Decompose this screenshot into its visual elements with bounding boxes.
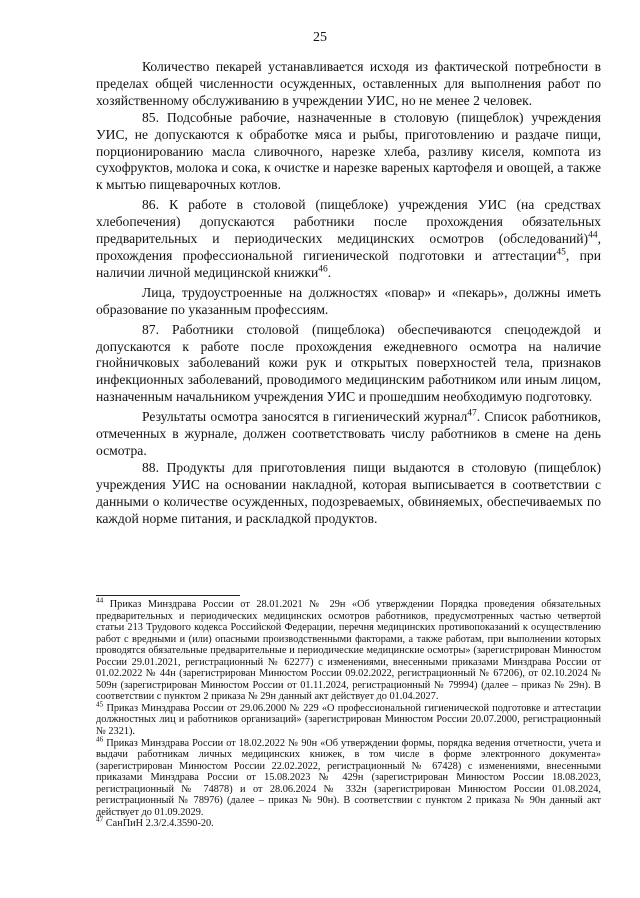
footnote-text: Приказ Минздрава России от 18.02.2022 № 90н «Об утверждении формы, порядка ведения отчетности, учета и выдачи работникам личных медицинских книжек, в том числе в форме электронного документа» (зарегистрирован Минюстом России 22.02.2022, регистрационный № 67428) с изменениями, внесенными приказами Минздрава России от 15.08.2023 № 429н (зарегистрирован Минюстом России 18.08.2023, регистрационный № 74878) и от 28.06.2024 № 332н (зарегистрирован Минюстом России 01.08.2024, регистрационный № 78976) (далее – приказ № 90н). В соответствии с пунктом 2 приказа № 90н данный акт действует до 01.09.2029. [96, 737, 601, 818]
footnote-text: Приказ Минздрава России от 28.01.2021 № 29н «Об утверждении Порядка проведения обязательных предварительных и периодических медицинских осмотров работников, предусмотренных частью четвертой статьи 213 Трудового кодекса Российской Федерации, перечня медицинских противопоказаний к осуществлению работ с вредными и (или) опасными производственными факторами, а также работам, при выполнении которых проводятся обязательные предварительные и периодические медицинские осмотры» (зарегистрирован Минюстом России 29.01.2021, регистрационный № 62277) с изменениями, внесенными приказами Минздрава России от 01.02.2022 № 44н (зарегистрирован Минюстом России 09.02.2022, регистрационный № 67206), от 02.10.2024 № 509н (зарегистрирован Минюстом России от 01.11.2024, регистрационный № 79994) (далее – приказ № 29н). В соответствии с пунктом 2 приказа № 29н данный акт действует до 01.04.2027. [96, 599, 601, 703]
footnote-mark: 47 [96, 815, 104, 824]
footnote-text: Приказ Минздрава России от 29.06.2000 № 229 «О профессиональной гигиенической подготовке и аттестации должностных лиц и работников организаций» (зарегистрирован Минюстом России 20.07.2000, регистрационный № 2321). [96, 702, 601, 738]
main-text [96, 59, 601, 527]
footnote-45 [96, 700, 601, 738]
paragraph-86 [96, 197, 601, 282]
paragraph-87: 87. Работники столовой (пищеблока) обеспечиваются спецодеждой и допускаются к работе после прохождения ежедневного осмотра на наличие гнойничковых заболеваний кожи рук и открытых поверхностей тела, признаков инфекционных заболеваний, проводимого медицинским работником или иным лицом, назначенным начальником учреждения УИС и прошедшим необходимую подготовку. [96, 321, 601, 405]
footnote-ref-47[interactable]: 47 [467, 408, 477, 419]
paragraph-results-text-a: Результаты осмотра заносятся в гигиенический журнал [142, 409, 468, 425]
paragraph-86-text-c: , при наличии личной медицинской книжки [96, 247, 601, 280]
footnote-ref-46[interactable]: 46 [318, 264, 328, 275]
page-number: 25 [313, 30, 327, 45]
footnote-47 [96, 815, 601, 830]
footnote-text: СанПиН 2.3/2.4.3590-20. [103, 818, 214, 830]
paragraph-86-text-a: 86. К работе в столовой (пищеблоке) учреждения УИС (на средствах хлебопечения) допускаются работники после прохождения обязательных предварительных и периодических медицинских осмотров (обследований) [96, 197, 601, 247]
paragraph-results [96, 409, 601, 460]
footnote-ref-44[interactable]: 44 [588, 230, 598, 241]
paragraph-85: 85. Подсобные рабочие, назначенные в столовую (пищеблок) учреждения УИС, не допускаются к обработке мяса и рыбы, приготовлению и раздаче пищи, порционированию масла сливочного, нарезке хлеба, разливу киселя, компота из сухофруктов, молока и сока, к очистке и нарезке вареных картофеля и овощей, а также к мытью пищеварочных котлов. [96, 109, 601, 193]
paragraph-results-text-b: . Список работников, отмеченных в журнале, должен соответствовать числу работников в смене на день осмотра. [96, 409, 601, 458]
footnote-separator [96, 595, 240, 596]
paragraph-86-text-d: . [327, 264, 332, 280]
paragraph-education: Лица, трудоустроенные на должностях «повар» и «пекарь», должны иметь образование по указанным профессиям. [96, 284, 601, 317]
footnote-mark: 46 [96, 735, 104, 744]
footnote-mark: 45 [96, 700, 104, 709]
paragraph-bakers: Количество пекарей устанавливается исходя из фактической потребности в пределах общей численности осужденных, оставленных для выполнения работ по хозяйственному обслуживанию в учреждении УИС, но не менее 2 человек. [96, 59, 601, 108]
paragraph-86-text-b: , прохождения профессиональной гигиенической подготовки и аттестации [96, 231, 601, 263]
paragraph-88: 88. Продукты для приготовления пищи выдаются в столовую (пищеблок) учреждения УИС на основании накладной, которая выписывается в соответствии с данными о количестве осужденных, подозреваемых, обвиняемых, обеспечиваемых по каждой норме питания, и раскладкой продуктов. [96, 459, 601, 526]
footnote-mark: 44 [96, 596, 104, 605]
footnote-44 [96, 596, 601, 703]
footnote-ref-45[interactable]: 45 [556, 247, 566, 258]
footnote-46 [96, 735, 601, 819]
footnotes [96, 596, 601, 830]
